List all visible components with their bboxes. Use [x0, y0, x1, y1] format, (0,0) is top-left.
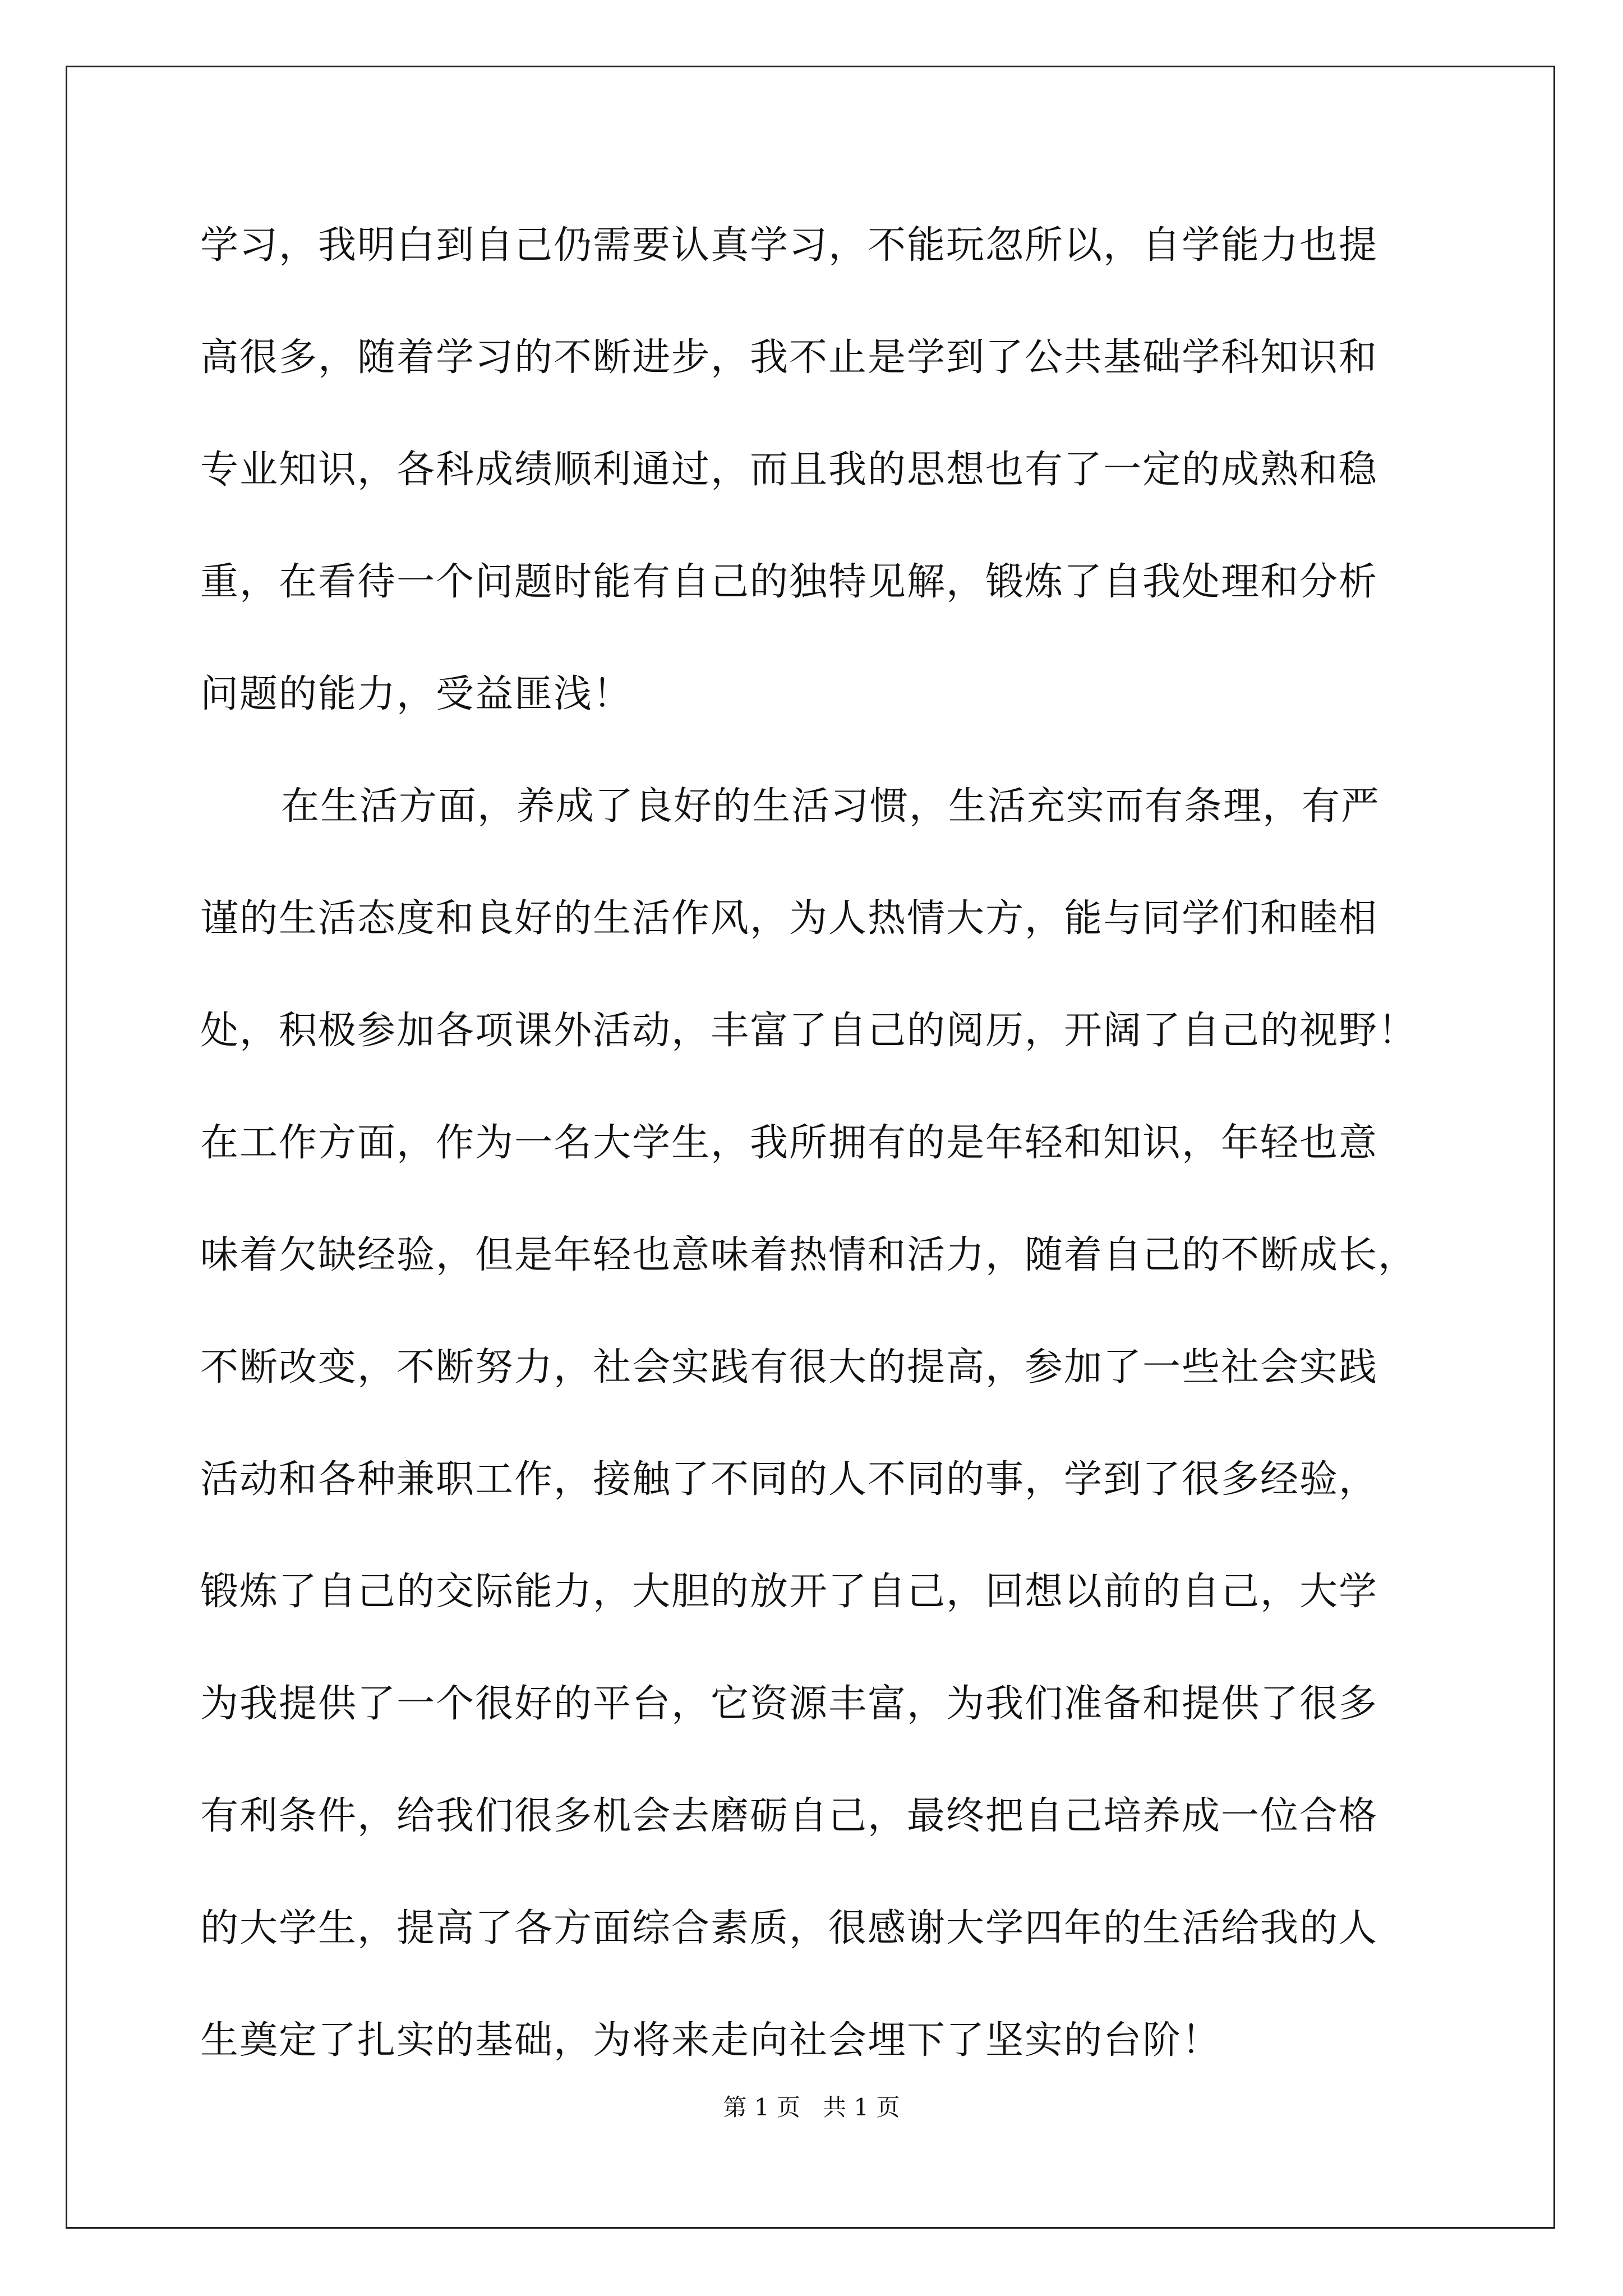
body-line: 学习，我明白到自己仍需要认真学习，不能玩忽所以，自学能力也提 — [200, 223, 1378, 268]
body-line: 重，在看待一个问题时能有自己的独特见解，锻炼了自我处理和分析 — [200, 560, 1378, 604]
body-line: 高很多，随着学习的不断进步，我不止是学到了公共基础学科知识和 — [200, 335, 1378, 380]
body-line: 不断改变，不断努力，社会实践有很大的提高，参加了一些社会实践 — [200, 1345, 1378, 1389]
page-footer: 第 1 页 共 1 页 — [723, 2093, 900, 2121]
body-line-indented: 在生活方面，养成了良好的生活习惯，生活充实而有条理，有严 — [281, 784, 1381, 829]
body-line: 问题的能力，受益匪浅！ — [200, 672, 633, 716]
body-line: 在工作方面，作为一名大学生，我所拥有的是年轻和知识，年轻也意 — [200, 1121, 1378, 1165]
body-line: 生奠定了扎实的基础，为将来走向社会埋下了坚实的台阶！ — [200, 2018, 1221, 2063]
body-line: 的大学生，提高了各方面综合素质，很感谢大学四年的生活给我的人 — [200, 1906, 1378, 1950]
body-line: 处，积极参加各项课外活动，丰富了自己的阅历，开阔了自己的视野！ — [200, 1009, 1418, 1053]
body-line: 活动和各种兼职工作，接触了不同的人不同的事，学到了很多经验， — [200, 1457, 1378, 1502]
body-line: 专业知识，各科成绩顺利通过，而且我的思想也有了一定的成熟和稳 — [200, 448, 1378, 492]
body-line: 味着欠缺经验，但是年轻也意味着热情和活力，随着自己的不断成长， — [200, 1233, 1418, 1277]
body-line: 谨的生活态度和良好的生活作风，为人热情大方，能与同学们和睦相 — [200, 896, 1378, 941]
body-line: 有利条件，给我们很多机会去磨砺自己，最终把自己培养成一位合格 — [200, 1794, 1378, 1838]
body-line: 为我提供了一个很好的平台，它资源丰富，为我们准备和提供了很多 — [200, 1682, 1378, 1726]
body-line: 锻炼了自己的交际能力，大胆的放开了自己，回想以前的自己，大学 — [200, 1570, 1378, 1614]
